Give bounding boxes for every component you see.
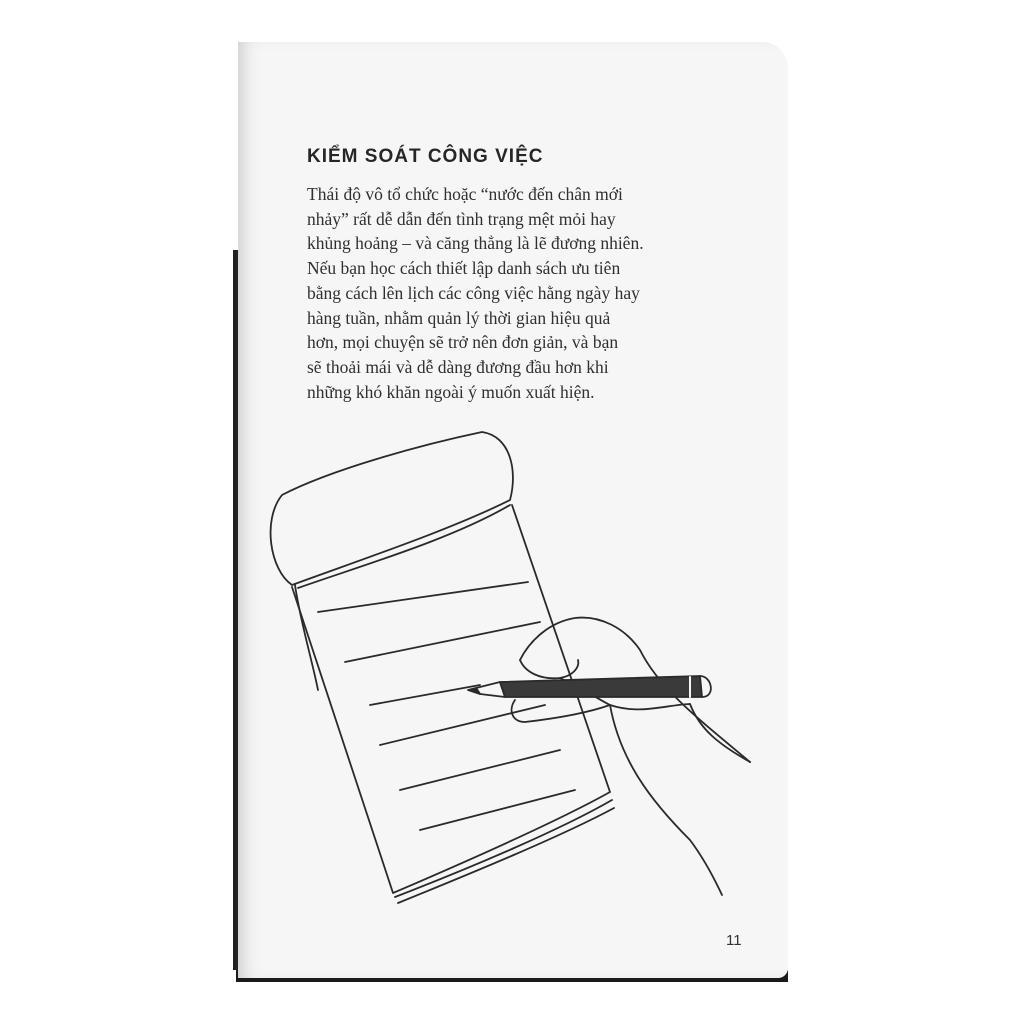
- notepad-writing-illustration: [262, 420, 762, 920]
- notepad-top-roll: [271, 432, 513, 585]
- page-number: 11: [726, 932, 742, 949]
- hand-thumb: [520, 660, 578, 678]
- notepad-bottom-edge: [395, 800, 612, 897]
- notepad-back-sheet: [295, 585, 318, 690]
- body-line: những khó khăn ngoài ý muốn xuất hiện.: [307, 381, 595, 402]
- notepad-bottom-edge-2: [398, 808, 614, 903]
- body-line: sẽ thoải mái và dễ dàng đương đầu hơn khi: [307, 356, 609, 377]
- notepad-top-fold: [298, 505, 510, 588]
- body-line: nhảy” rất dễ dẫn đến tình trạng mệt mỏi hay: [307, 208, 616, 229]
- ruled-line: [318, 582, 528, 612]
- body-paragraph: [307, 182, 727, 404]
- pencil-icon: [468, 676, 711, 697]
- body-line: hàng tuần, nhằm quản lý thời gian hiệu quả: [307, 307, 611, 328]
- body-line: Nếu bạn học cách thiết lập danh sách ưu tiên: [307, 258, 621, 279]
- wrist: [610, 705, 722, 895]
- wrist-back: [690, 704, 750, 762]
- ruled-line: [345, 622, 540, 662]
- body-line: bằng cách lên lịch các công việc hằng ngày hay: [307, 282, 640, 303]
- ruled-line: [370, 685, 480, 705]
- ruled-line: [380, 705, 545, 745]
- ruled-line: [400, 750, 560, 790]
- body-line: khủng hoảng – và căng thẳng là lẽ đương nhiên.: [307, 233, 644, 254]
- ruled-line: [420, 790, 575, 830]
- notepad-front-sheet: [292, 505, 610, 893]
- hand-finger: [512, 700, 610, 722]
- body-line: Thái độ vô tổ chức hoặc “nước đến chân mới: [307, 184, 623, 204]
- body-line: hơn, mọi chuyện sẽ trở nên đơn giản, và bạn: [307, 332, 619, 353]
- section-heading: KIỂM SOÁT CÔNG VIỆC: [307, 146, 544, 167]
